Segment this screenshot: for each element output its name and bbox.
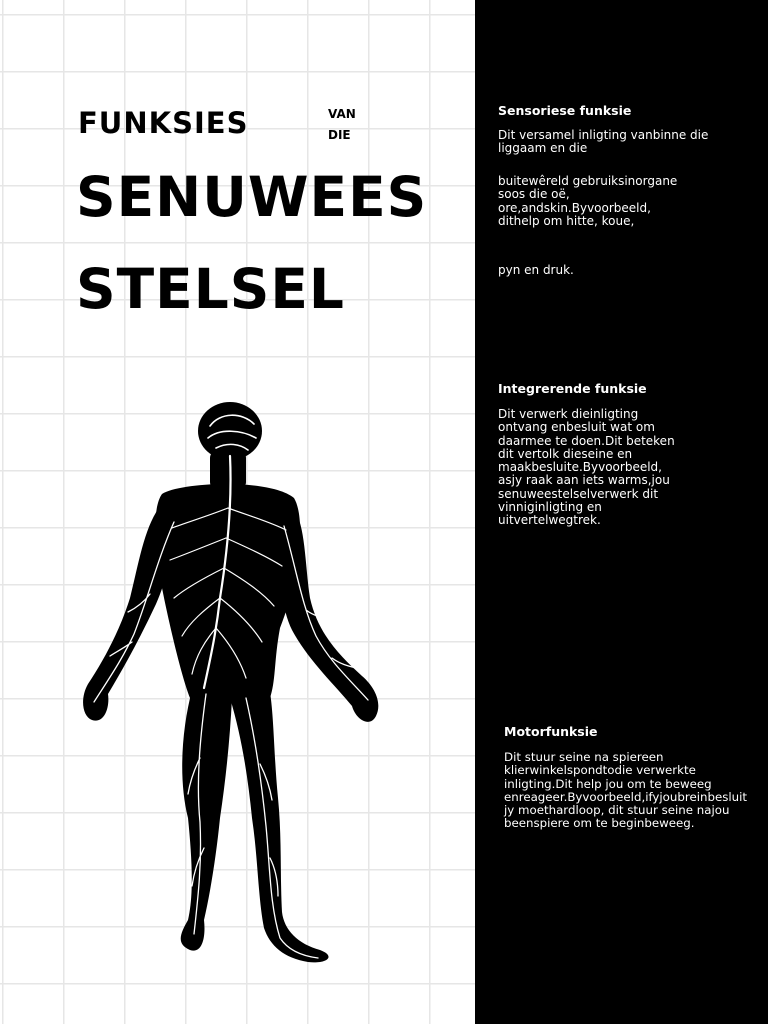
title-funksies: FUNKSIES [78,106,249,140]
section-text-sensory-3: pyn en druk. [498,263,574,277]
section-text-sensory-1: Dit versamel inligting vanbinne die liggaam en die [498,128,709,156]
title-stelsel: STELSEL [76,257,345,321]
title-van: VAN [328,107,356,121]
section-text-sensory-2: buitewêreld gebruiksinorgane soos die oë, ore,andskin.Byvoorbeeld, dithelp om hitte, koue, [498,174,678,228]
section-heading-integrative: Integrerende funksie [498,381,647,396]
section-text-motor: Dit stuur seine na spiereen klierwinkelspondtodie verwerkte inligting.Dit help jou om te beweeg enreageer.Byvoorbeeld,ifyjoubreinbesluit jy moethardloop, dit stuur seine najou beenspiere om te beginbeweeg. [504,750,748,831]
title-die: DIE [328,128,351,142]
title-senuwees: SENUWEES [76,165,428,229]
section-text-integrative: Dit verwerk dieinligting ontvang enbesluit wat om daarmee te doen.Dit beteken dit vertolk dieseine en maakbesluite.Byvoorbeeld, asjy raak aan iets warms,jou senuweestelselverwerk dit vinniginligting en uitvertelwegtrek. [498,407,675,528]
nervous-system-figure-icon [70,398,390,973]
section-heading-sensory: Sensoriese funksie [498,103,632,118]
section-heading-motor: Motorfunksie [504,724,598,739]
